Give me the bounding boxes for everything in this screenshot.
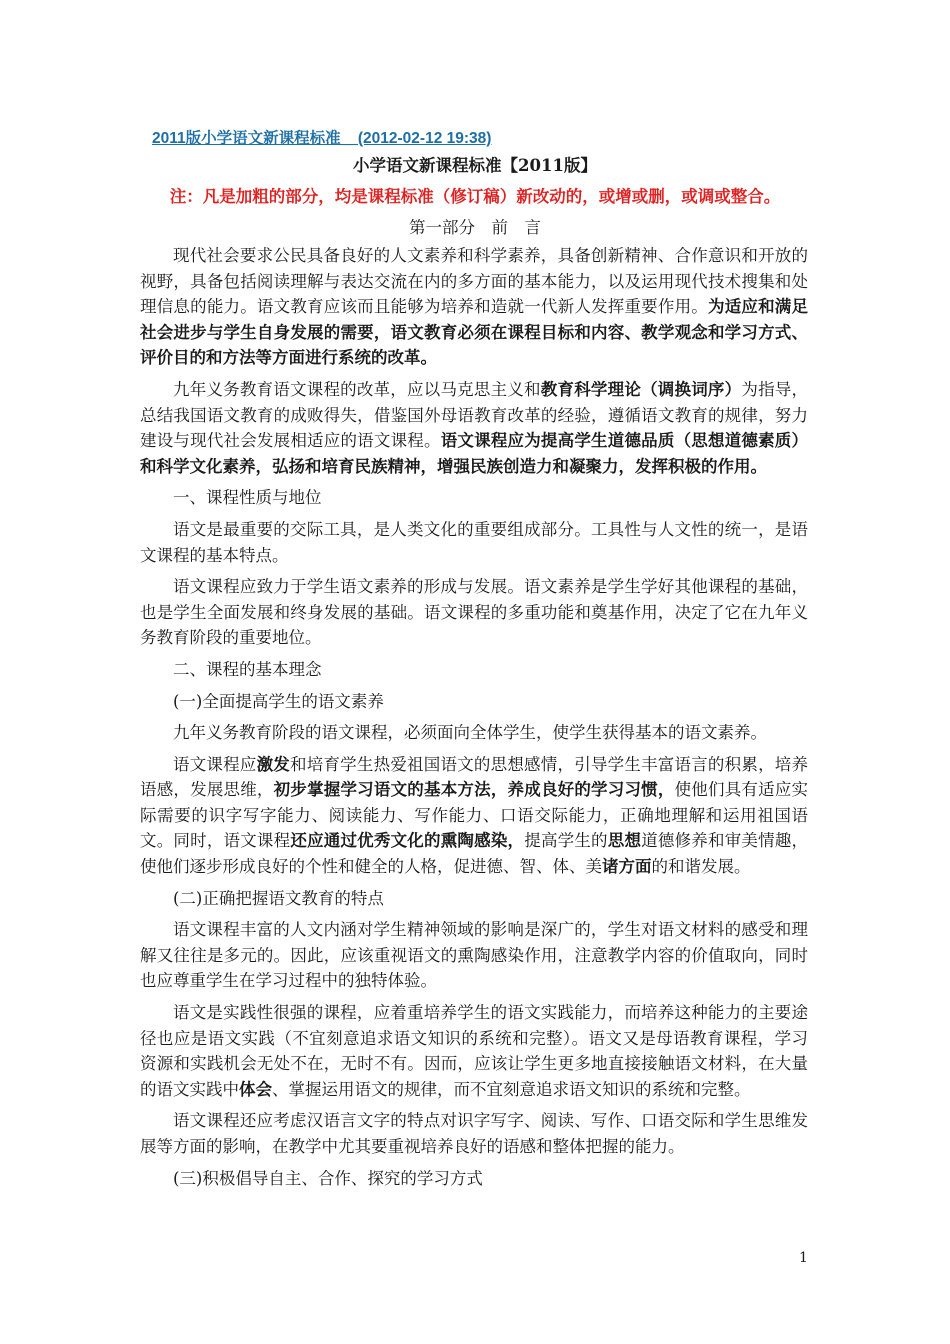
bold-text-segment: 教育科学理论（调换词序） (540, 379, 742, 399)
bold-text-segment: 为适应和满足社会进步与学生自身发展的需要，语文教育必须在课程目标和内容、教学观念和学习方式、评价目的和方法等方面进行系统的改革。 (140, 297, 809, 368)
text-segment: 使他们具有适应实际需要的识字写字能力、阅读能力、写作能力、口语交际能力，正确地理解和运用祖国语文。同时，语文课程 (140, 780, 809, 851)
paragraph (140, 752, 808, 880)
paragraph (140, 917, 808, 994)
document-body (140, 243, 808, 1197)
text-segment: 为指导，总结我国语文教育的成败得失，借鉴国外母语教育改革的经验，遵循语文教育的规律，努力建设与现代社会发展相适应的语文课程。 (140, 379, 809, 451)
text-segment: 提高学生的 (524, 831, 608, 851)
bold-text-segment: 还应通过优秀文化的熏陶感染， (290, 831, 525, 851)
text-segment: 九年义务教育语文课程的改革，应以马克思主义和 (173, 379, 541, 399)
text-segment: 和培育学生热爱祖国语文的思想感情，引导学生丰富语言的积累，培养语感，发展思维， (140, 754, 809, 800)
paragraph (140, 1108, 808, 1159)
text-segment: 二、课程的基本理念 (173, 659, 322, 679)
text-segment: 语文课程应致力于学生语文素养的形成与发展。语文素养是学生学好其他课程的基础，也是学生全面发展和终身发展的基础。语文课程的多重功能和奠基作用，决定了它在九年义务教育阶段的重要地位。 (140, 577, 808, 648)
text-segment: (二)正确把握语文教育的特点 (173, 888, 384, 908)
paragraph (140, 689, 808, 715)
paragraph (140, 720, 808, 746)
text-segment: 、掌握运用语文的规律，而不宜刻意追求语文知识的系统和完整。 (272, 1079, 751, 1099)
text-segment: 的和谐发展。 (651, 857, 751, 877)
text-segment: 现代社会要求公民具备良好的人文素养和科学素养，具备创新精神、合作意识和开放的视野，具备包括阅读理解与表达交流在内的多方面的基本能力，以及运用现代技术搜集和处理信息的能力。语文教育应该而且能够为培养和造就一代新人发挥重要作用。 (140, 246, 808, 317)
text-segment: 语文是最重要的交际工具，是人类文化的重要组成部分。工具性与人文性的统一，是语文课程的基本特点。 (140, 519, 808, 565)
paragraph (140, 243, 808, 371)
bold-text-segment: 初步掌握学习语文的基本方法，养成良好的学习习惯， (273, 780, 675, 800)
text-segment: (三)积极倡导自主、合作、探究的学习方式 (173, 1168, 483, 1188)
bold-text-segment: 语文课程应为提高学生道德品质（思想道德素质）和科学文化素养，弘扬和培育民族精神，增强民族创造力和凝聚力，发挥积极的作用。 (140, 431, 809, 476)
paragraph (140, 485, 808, 511)
text-segment: 语文课程丰富的人文内涵对学生精神领域的影响是深广的，学生对语文材料的感受和理解又往往是多元的。因此，应该重视语文的熏陶感染作用，注意教学内容的价值取向，同时也应尊重学生在学习过程中的独特体验。 (140, 920, 808, 991)
part-title: 第一部分 前 言 (409, 218, 541, 237)
bold-text-segment: 激发 (256, 754, 291, 774)
paragraph (140, 517, 808, 568)
paragraph (140, 886, 808, 912)
text-segment: 语文课程应 (173, 754, 257, 774)
paragraph (140, 1000, 808, 1102)
revision-note: 注：凡是加粗的部分，均是课程标准（修订稿）新改动的，或增或删，或调或整合。 (169, 187, 781, 206)
text-segment: 语文是实践性很强的课程，应着重培养学生的语文实践能力，而培养这种能力的主要途径也应是语文实践（不宜刻意追求语文知识的系统和完整）。语文又是母语教育课程，学习资源和实践机会无处不在，无时不有。因而，应该让学生更多地直接接触语文材料，在大量的语文实践中 (140, 1003, 808, 1099)
header-title-link[interactable]: 2011版小学语文新课程标准__(2012-02-12 19:38) (152, 130, 492, 147)
paragraph (140, 1166, 808, 1192)
text-segment: (一)全面提高学生的语文素养 (173, 691, 384, 711)
bold-text-segment: 思想 (607, 831, 642, 851)
bold-text-segment: 体会 (239, 1079, 272, 1099)
document-title: 小学语文新课程标准【2011版】 (353, 156, 597, 175)
text-segment: 道德修养和审美情趣，使他们逐步形成良好的个性和健全的人格，促进德、智、体、美 (140, 831, 809, 877)
text-segment: 语文课程还应考虑汉语言文字的特点对识字写字、阅读、写作、口语交际和学生思维发展等方面的影响，在教学中尤其要重视培养良好的语感和整体把握的能力。 (140, 1111, 808, 1156)
paragraph (140, 377, 808, 479)
bold-text-segment: 诸方面 (602, 857, 652, 877)
paragraph (140, 657, 808, 683)
paragraph (140, 574, 808, 651)
text-segment: 一、课程性质与地位 (173, 488, 322, 508)
text-segment: 九年义务教育阶段的语文课程，必须面向全体学生，使学生获得基本的语文素养。 (173, 723, 767, 743)
page-number: 1 (799, 1250, 808, 1266)
